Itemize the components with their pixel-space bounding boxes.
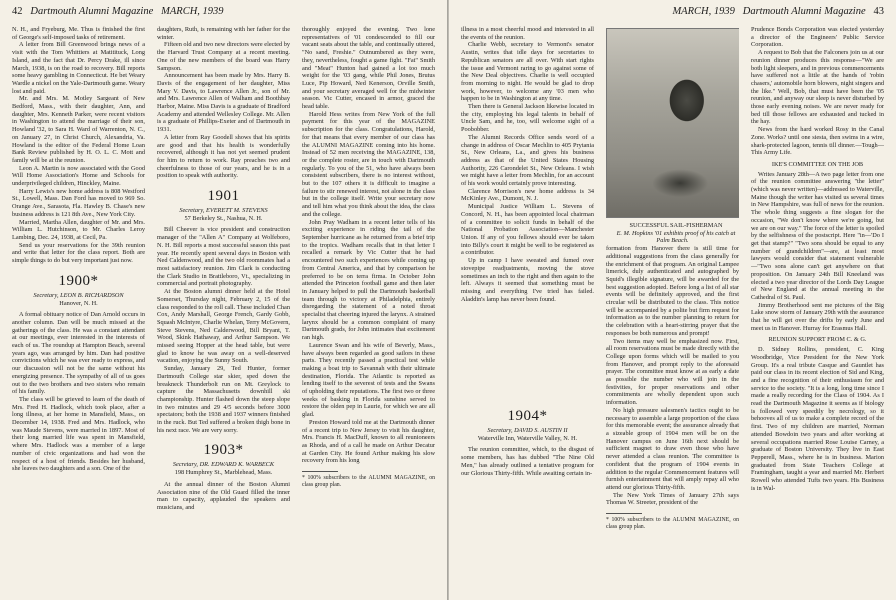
- paragraph: N. H., and Fryeburg, Me. Thus is finished the first of George's self-imposed tasks of retirement.: [12, 26, 145, 41]
- class-address: Waterville Inn, Waterville Valley, N. H.: [477, 434, 578, 442]
- paragraph: Then there is General Jackson likewise located in the city, employing his legal talents in behalf of Uncle Sam, and he, too, will welcome sight of a Poobobber.: [461, 103, 594, 134]
- paragraph: Harold Hess writes from New York of the full payment for this year of the MAGAZINE subscription for the class. Congratulations, Harold, for that means that every member of our class has the ALUMNI MAGAZINE coming into his home. Instead of 52 men receiving the MAGAZINE, 138, or the complete roster, are in touch with Dartmouth regularly. To you of the 51, who have always been consistent subscribers, there is no interest without, but to the 107 others it is difficult to imagine a failure to stir renewed interest, not alone in the class but in the college itself. Write your secretary now and tell him what you think about the idea, the class and the college.: [302, 110, 435, 218]
- paragraph: Writes January 28th—A two page letter from one of the reunion committee answering "the letter" (which was never written)—addressed to Waterville, Maine though the writer has visited us several times in New Hampshire, was full of news for the reunion. The whole thing suggests a fine slogan for the occasion, "We don't know where we're going, but we are on our way." The force of the letter is spoiled by the selfishness of the postscript. Here "in—'Do I get that stamp?" "Two sons should be equal to any number of grandchildren"—are, at least most lawyers would consider that statement vulnerable —"Two sons alone can't get anywhere on that proposition. On January 24th Bill Kneeland was elected a two year director of the Lords Day League of New England at the annual meeting in the Cathedral of St. Paul.: [751, 170, 884, 301]
- paragraph: A request to Bob that the Falconers join us at our reunion dinner produces this response—"We are both light sleepers, and in previous commencements have suffered not a little at the hands of 'robin chasers,' automobile horn blowers, night singers and the like." Well, Bob, that must have been the '05 reunion, and anyway our sleep is never disturbed by those early evening noises. We are never ready for bed till those fellows are exhausted and tucked in the hay.: [751, 49, 884, 126]
- right-page-number: 43: [873, 6, 884, 17]
- paragraph: Fifteen old and two new directors were elected by the Harvard Trust Company at a recent meeting. One of the new members of the board was Harry Sampson.: [157, 41, 290, 72]
- paragraph: Two items may well be emphasized now. First, all room reservations must be made directly with the College upon forms which will be mailed to you from Hanover, and prompt reply to the aforesaid prayer. The committee must know at as early a date as possible the number who will join in the festivities, for proper reservations and other commitments are wholly dependent upon such information.: [606, 337, 739, 407]
- paragraph: Up in camp I have sweated and fumed over stovepipe readjustments, moving the stove sometimes an inch to the right and then again to the left. Always it seemed that something must be missing and everything I've tried has failed. Aladdin's lamp has never been found.: [461, 257, 594, 303]
- class-year-heading: 1900*: [58, 272, 99, 289]
- paragraph: The New York Times of January 27th says Thomas W. Streeter, president of the: [606, 491, 739, 507]
- fisherman-photo: [606, 28, 739, 218]
- paragraph: formation from Hanover there is still time for additional suggestions from the class generally for the enrichment of that program. An original Lampee limerick, duly authenticated and autographed by Squid's illegible signature, will be awarded for the best suggestion adopted. Before long a list of all star events will be definitely approved, and the first circular will be distributed to the class. This notice will be accompanied by a polite but firm request for information as to the number planning to return for the celebration with a heart-stirring prayer that the responses be both numerous and prompt!: [606, 245, 739, 337]
- right-running-head: [672, 6, 884, 17]
- paragraph: News from the hard worked Rosy in the Canal Zone. Works? until one siesta, then swims in a wire, shark-protected lagoon, tennis till dinner.—Tough—This Army Life.: [751, 126, 884, 157]
- right-column-1-lower: [461, 400, 594, 594]
- paragraph: Clarence Morrison's new home address is 34 McKinley Ave., Dumont, N. J.: [461, 187, 594, 203]
- section-subheading: IKE'S COMMITTEE ON THE JOB: [771, 160, 864, 168]
- footnote-rule: [606, 513, 642, 514]
- photo-title: SUCCESSFUL SAIL-FISHERMAN: [629, 222, 723, 229]
- paragraph: D. Sidney Rollins, president, C. King Woodbridge, Vice President for the New York Group. It's a real tribute Casque and Gauntlet has paid our class in its recent election of Sid and King, and a fine recognition of their enthusiasm for and service to the society. "It is a long, long time since I made a really recording for the Class of 1904. As I read the Dartmouth Magazine it seems as if biology is followed very speedily by necrology, so it behooves all of us to make a complete record of the first. Two of my children are married, Norman attended Bowdoin two years and after working at several occupations married Rose Louise Carney, a graduate of Boston University. They live in East Pepperell, Mass., where he is in business. Marion graduated from State Teachers College at Framingham, taught a year and married Mr. Herbert Rowell who attended Tufts two years. His Business is in Wal-: [751, 346, 884, 492]
- paragraph: Preston Howard told me at the Dartmouth dinner of a recent trip to New Jersey to visit his daughter, Mrs. Francis H. MacDuff, known to all reunioneers as Rhoda, and of a call he made on Arthur Decatur at Garden City. He found Arthur making his slow recovery from his long: [302, 418, 435, 465]
- paragraph: John Pray Wadham in a recent letter tells of his exciting experience in riding the tail of the September hurricane as he returned from a brief trip to the tropics. Wadham recalls that in that letter I recalled a remark by Vic Cutter that he had encountered two such experiences while coming up from Central America, and that by comparison he preferred to be on terra firma. In October John attended the Princeton football game and then later in January helped to pull the Dartmouth basketball team through to victory at Philadelphia, entirely disregarding the statement of a noted throat specialist that cheering injured the larynx. A strained larynx should be a common complaint of many Dartmouth grads, for John intimates that excitement ran high.: [302, 218, 435, 342]
- section-subheading: REUNION SUPPORT FROM C. & G.: [768, 336, 867, 344]
- photo-caption: E. M. Hopkins '01 exhibits proof of his catch at Palm Beach.: [616, 229, 736, 245]
- paragraph: Leon A. Martin is now associated with the Good Will Home Association's Home and Schools for underprivileged children, Hinckley, Maine.: [12, 164, 145, 188]
- paragraph: daughters, Ruth, is remaining with her father for the winter.: [157, 26, 290, 41]
- paragraph: Married, Martha Allen, daughter of Mr. and Mrs. William L. Hutchinson, to Mr. Charles Leroy Lambing, Dec. 24, 1938, at Cecil, Pa.: [12, 218, 145, 241]
- paragraph: Jimmy Brotherhood sent me pictures of the Big Lake snow storm of January 29th with the assurance that he will get over the drifts by early June and meet us in Hanover. Hurray for Erasmus Hall.: [751, 301, 884, 332]
- right-column-3: [751, 26, 884, 594]
- class-year-heading: 1904*: [507, 408, 548, 424]
- class-year-heading: 1903*: [203, 442, 244, 459]
- footnote: * 100% subscribers to the ALUMNI MAGAZINE, on class group plan.: [302, 475, 435, 489]
- paragraph: Laurence Swan and his wife of Beverly, Mass., have always been regarded as good sailors in these parts. They recently passed a practical test while making a boat trip to Savannah with their ultimate destination, Florida. The Atlantic is reported as lending itself to the severest of tests and the Swans of upholding their reputations. The first two or three weeks of basking in Florida sunshine served to restore the olden pep in Laurie, for which we are all glad.: [302, 341, 435, 419]
- left-page: [0, 0, 447, 600]
- paragraph: Prudence Bonds Corporation was elected yesterday a director of the Engineers' Public Service Corporation.: [751, 26, 884, 49]
- right-magazine-title: Dartmouth Alumni Magazine: [742, 6, 866, 17]
- paragraph: The reunion committee, which, to the disgust of some members, has has dubbed "The Nine Old Men," has already outlined a tentative program for our Glorious Thirty-fifth. While awaiting certain in-: [461, 446, 594, 477]
- class-address: 57 Berkeley St., Nashua, N. H.: [184, 214, 263, 222]
- paragraph: The Alumni Records Office sends word of a change in address of Oscar Mechlin to 405 Prytania St., New Orleans, La., and gives his business address as that of the United States Housing Authority, 226 Carondelet St., New Orleans. I wish we might have a letter from Mechlin, for an account of his work would certainly prove interesting.: [461, 133, 594, 188]
- right-page: [449, 0, 896, 600]
- class-secretary: Secretary, LEON B. RICHARDSON: [33, 291, 124, 299]
- right-issue-date: MARCH, 1939: [672, 6, 735, 17]
- left-issue-date: MARCH, 1939: [161, 6, 224, 17]
- class-secretary: Secretary, EVERETT M. STEVENS: [179, 207, 268, 215]
- paragraph: Bill Cheever is vice president and construction manager of the "Allen A" Company at Wolfeboro, N. H. Bill reports a most successful season this past year. He recently spent several days in Boston with Ned Caldenwood, and the two old roommates had a most satisfactory reunion. Jim Clark is conducting the Clark Studio in Brattleboro, Vt., specializing in commercial and portrait photography.: [157, 226, 290, 288]
- class-secretary: Secretary, DR. EDWARD K. WARBECK: [172, 461, 275, 469]
- class-secretary: Secretary, DAVID S. AUSTIN II: [487, 427, 568, 434]
- paragraph: At the Boston alumni dinner held at the Hotel Somerset, Thursday night, February 2, 15 of the class responded to the roll call. These included Chan Cox, Andy Marshall, George French, Gardy Gobb, Squash McIntyre, Charlie Whelan, Terry McGovern, Steve Stevens, Ned Calderwood, Bill Bryant, T. Wood, Skink Hathaway, and Arthur Sampson. We missed seeing Hopper at the head table, but were glad to know he was away on a well-deserved vacation, enjoying the Sunny South.: [157, 288, 290, 365]
- class-address: Hanover, N. H.: [59, 299, 98, 307]
- paragraph: Announcement has been made by Mrs. Harry B. Davis of the engagement of her daughter, Miss Mary V. Davis, to Lawrence Allen Jr., son of Mr. and Mrs. Lawrence Allen of Walham and Boothbay Harbor, Maine. Miss Davis is a graduate of Bradford Academy and attended Wellesley College. Mr. Allen is a graduate of Phillips-Exeter and of Dartmouth in 1931.: [157, 72, 290, 134]
- left-page-number: 42: [12, 6, 23, 17]
- paragraph: At the annual dinner of the Boston Alumni Association nine of the Old Guard filled the inner man to capacity, applauded the speakers and musicians, and: [157, 480, 290, 511]
- paragraph: A letter from Bill Greenwood brings news of a visit with the Tom Whittiers at Matitituck, Long Island, and the fact that Dr. Percy Drake, ill since March, 1938, is on the road to recovery. Bill reports some heavy gambling in Connecticut. He bet Weary Wardle a nickel on the Yale-Dartmouth game. Weary lost and paid.: [12, 41, 145, 95]
- left-column-2: [157, 26, 290, 594]
- right-column-2: [606, 26, 739, 594]
- paragraph: Municipal Justice William L. Stevens of Concord, N. H., has been appointed local chairman of a committee to solicit funds in behalf of the National Probation Association—Manchester Union. If any of you fellows should ever be taken into Billy's court it might be well to be registered as a contributor.: [461, 203, 594, 257]
- paragraph: Sunday, January 29, Ted Hunter, former Dartmouth College star skier, sped down the breakneck Thunderbolt run on Mt. Greylock to capture the Massachusetts downhill ski championship. Hunter flashed down the steep slope in two minutes and 29 4/5 seconds before 3000 spectators; both the 1938 and 1937 winners finished in the ruck. But Ted suffered a broken thigh bone in his next race. We are very sorry.: [157, 365, 290, 434]
- left-column-1: [12, 26, 145, 594]
- footnote: * 100% subscribers to the ALUMNI MAGAZINE, on class group plan.: [606, 517, 739, 531]
- paragraph: illness in a most cheerful mood and interested in all the events of the reunion.: [461, 26, 594, 41]
- paragraph: A letter from Ray Goodell shows that his spirits are good and that his health is wonderfully recovered, although it has not yet seemed prudent for him to return to work. Ray preaches two and cheerfulness to those of our years, and he is in a position to speak with authority.: [157, 133, 290, 180]
- paragraph: Harry Lewis's new home address is 808 Westford St., Lowell, Mass. Dan Ford has moved to 969 So. Orange Ave., Sarasota, Fla. Hawley B. Chase's new business address is 121 8th Ave., New York City.: [12, 187, 145, 218]
- paragraph: The class will be grieved to learn of the death of Mrs. Fred H. Hadlock, which took place, after a long illness, at her home in Mansfield, Mass., on December 14, 1938. Fred and Mrs. Hadlock, who was Maude Stevens, were married in 1897. Most of their long married life was spent in Mansfield, where Mrs. Hadlock was a member of a large number of civic organizations and had won the respect of a host of friends. Besides her husband, she leaves two daughters and a son. One of the: [12, 395, 145, 473]
- paragraph: No high pressure salesmen's tactics ought to be necessary to assemble a large proportion of the class for this memorable event; the assurance already that a sizeable group of 1904 men will be on the Hanover campus on June 16th next should be sufficient magnet to draw even those who have never attended a class reunion. The committee is confident that the program of 1904 events in addition to the regular Commencement features will furnish entertainment that will amply repay all who attend our glorious Thirty-fifth.: [606, 406, 739, 491]
- left-column-3: [302, 26, 435, 594]
- left-magazine-title: Dartmouth Alumni Magazine: [30, 6, 154, 17]
- class-year-heading: 1901: [207, 188, 240, 205]
- left-running-head: [12, 6, 224, 17]
- paragraph: Send us your reservations for the 39th reunion and write that letter for the class report. Both are simple things to do but very important just now.: [12, 241, 145, 265]
- paragraph: Mr. and Mrs. M. Motley Sargeant of New Bedford, Mass., with their daughter, Ann, and daughter, Mrs. Kenneth Parker, were recent visitors in Washington to attend the marriage of their son, Howland '32, to Sara H. Ward of Warrenton, N. C., on January 27, in Christ Church, Alexandria, Va. Howland is the editor of the Federal Home Loan Bank Review published by H. O. L. C. Mott and family will be at the reunion.: [12, 95, 145, 164]
- paragraph: Charlie Webb, secretary to Vermont's senator Austin, writes that idle days for secretaries to Republican senators are all over. With start rights the issue and Vermont raring to go against some of the New Deal objectives. Charlie is well occupied from morning to night. He would be glad to drop work, however, to welcome any '03 men who happen to be in Washington at any time.: [461, 41, 594, 103]
- paragraph: A formal obituary notice of Dan Arnold occurs in another column. Dan will be much missed at the gatherings of the class. He was a constant attendant at our meetings, ever interested in the interests of each of us. The roundup at Hampton Beach, several years ago, was arranged by him. Dan had positive convictions which he was ever ready to express, and our discussion will not be the same without his energizing presence. The sympathy of all of us goes out to the two brothers and two sisters who remain of his family.: [12, 311, 145, 396]
- footnote-rule: [302, 471, 338, 472]
- class-address: 198 Humphrey St., Marblehead, Mass.: [174, 469, 273, 477]
- paragraph: thoroughly enjoyed the evening. Two lone representatives of '01 condescended to fill our vacant seats about the table, and continually uttered, "No sand, Freshie." Outnumbered as they were, they, nevertheless, fought a game fight. "Fat" Smith and "Meat" Hunton had gained a lot too much weight for the '03 gang, while Phil Jones, Brutus Luce, Pip Howard, Ned Kenerson, Orville Smith, and your secretary averaged well for the midwinter season. Vic Cutter, encased in armor, graced the head table.: [302, 26, 435, 111]
